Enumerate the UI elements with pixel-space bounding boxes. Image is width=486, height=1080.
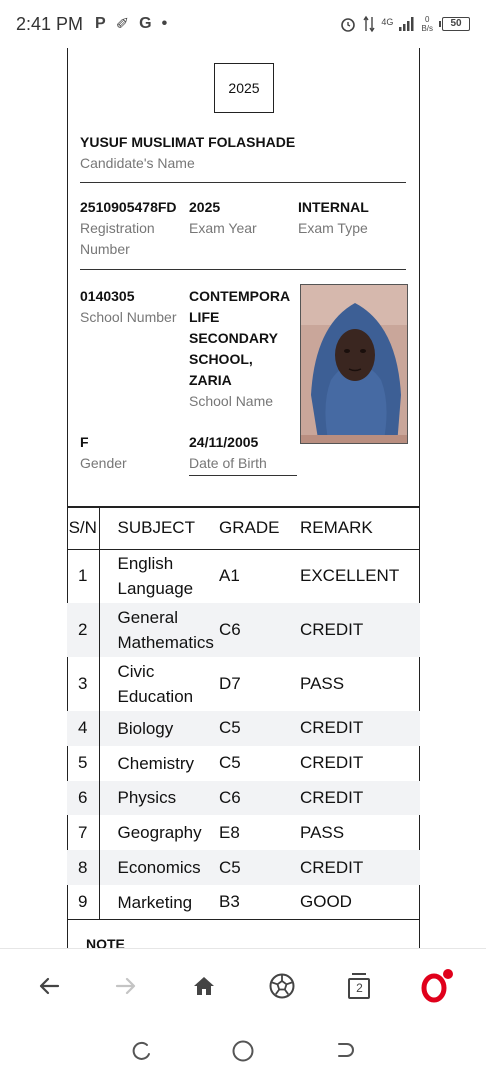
network-speed xyxy=(421,15,433,33)
table-row xyxy=(67,815,420,850)
tabs-button[interactable] xyxy=(337,964,381,1008)
forward-arrow-icon xyxy=(113,973,139,999)
row-remark: CREDIT xyxy=(300,850,420,885)
row-grade: C6 xyxy=(219,603,300,657)
gender-block xyxy=(80,432,180,474)
result-document xyxy=(67,48,420,948)
row-subject: Biology xyxy=(99,711,219,746)
exam-type-block xyxy=(298,197,369,239)
note-heading: NOTE xyxy=(86,936,125,948)
recent-apps-icon xyxy=(130,1040,152,1062)
battery-icon xyxy=(439,17,470,31)
header-remark: REMARK xyxy=(300,507,420,549)
exam-year-block xyxy=(189,197,257,239)
system-icons xyxy=(339,15,470,33)
subject-line: English xyxy=(117,554,174,574)
home-button[interactable] xyxy=(182,964,226,1008)
network-type: 4G xyxy=(381,17,394,27)
row-remark: CREDIT xyxy=(300,603,420,657)
system-nav-bar xyxy=(0,1022,486,1080)
row-subject xyxy=(99,603,219,657)
table-row xyxy=(67,711,420,746)
divider xyxy=(80,182,406,183)
table-header-row xyxy=(67,507,420,549)
registration-label: Registration xyxy=(80,220,155,236)
opera-icon xyxy=(419,968,455,1004)
system-back-button[interactable] xyxy=(325,1031,365,1071)
forward-button[interactable] xyxy=(104,964,148,1008)
back-icon xyxy=(334,1040,356,1062)
system-home-button[interactable] xyxy=(223,1031,263,1071)
divider xyxy=(189,475,297,476)
registration-number: 2510905478FD xyxy=(80,199,177,215)
row-subject xyxy=(99,657,219,711)
subject-line: Civic xyxy=(117,662,155,681)
header-sn: S/N xyxy=(67,507,99,549)
exam-type-label: Exam Type xyxy=(298,220,368,236)
battery-level: 50 xyxy=(442,17,470,31)
divider xyxy=(80,269,406,270)
subject-line: Mathematics xyxy=(117,633,214,652)
football-button[interactable] xyxy=(260,964,304,1008)
row-grade: A1 xyxy=(219,566,240,586)
results-table xyxy=(67,507,420,920)
network-speed-value: 0 xyxy=(424,15,430,24)
table-row xyxy=(67,850,420,885)
row-sn: 3 xyxy=(67,657,99,711)
notification-p-icon: P xyxy=(95,15,106,32)
gender: F xyxy=(80,434,89,450)
exam-type: INTERNAL xyxy=(298,199,369,215)
row-subject: Marketing xyxy=(117,892,193,912)
network-speed-unit: B/s xyxy=(421,24,433,33)
row-subject: Economics xyxy=(99,850,219,885)
signal-icon xyxy=(399,17,415,31)
subject-line: Language xyxy=(117,579,194,599)
notification-dot-icon: • xyxy=(161,15,168,32)
clock: 2:41 PM xyxy=(16,13,84,34)
row-remark: GOOD xyxy=(300,892,352,912)
school-name-block xyxy=(189,286,297,412)
school-name-line: SCHOOL, xyxy=(189,351,253,367)
table-footer xyxy=(67,920,420,921)
school-name-line: CONTEMPORA xyxy=(189,288,291,304)
browser-toolbar xyxy=(0,948,486,1022)
school-name-line: SECONDARY xyxy=(189,330,278,346)
notification-icons xyxy=(95,14,167,34)
candidate-name: YUSUF MUSLIMAT FOLASHADE xyxy=(80,134,296,150)
table-row xyxy=(67,657,420,711)
candidate-name-block xyxy=(80,132,295,174)
row-grade: C5 xyxy=(219,711,300,746)
row-sn: 2 xyxy=(67,603,99,657)
row-remark: PASS xyxy=(300,674,345,693)
row-remark: EXCELLENT xyxy=(300,566,400,586)
recent-apps-button[interactable] xyxy=(121,1031,161,1071)
gender-label: Gender xyxy=(80,455,127,471)
header-subject: SUBJECT xyxy=(99,507,219,549)
opera-menu-button[interactable] xyxy=(415,964,459,1008)
row-sn: 9 xyxy=(67,885,99,920)
school-number-block xyxy=(80,286,177,328)
row-remark: PASS xyxy=(300,822,345,842)
exam-year: 2025 xyxy=(189,199,221,215)
header-grade: GRADE xyxy=(219,507,300,549)
notification-g-icon: G xyxy=(139,15,152,32)
table-row xyxy=(67,781,420,816)
table-row xyxy=(67,746,420,781)
table-row xyxy=(67,549,420,603)
dob-label: Date of Birth xyxy=(189,455,267,471)
row-sn: 8 xyxy=(67,850,99,885)
row-grade: C5 xyxy=(219,850,300,885)
photo-image xyxy=(301,285,408,444)
row-subject: Physics xyxy=(99,781,219,816)
row-sn: 5 xyxy=(67,746,99,781)
school-name-line: LIFE xyxy=(189,309,220,325)
school-number-label: School Number xyxy=(80,309,177,325)
date-of-birth: 24/11/2005 xyxy=(189,434,259,450)
football-icon xyxy=(268,972,296,1000)
home-circle-icon xyxy=(231,1039,255,1063)
row-sn: 1 xyxy=(67,549,99,603)
notification-edit-icon: ✐ xyxy=(115,16,130,33)
row-sn: 7 xyxy=(67,815,99,850)
data-transfer-icon xyxy=(363,15,375,33)
row-subject xyxy=(99,549,219,603)
school-number: 0140305 xyxy=(80,288,135,304)
back-button[interactable] xyxy=(27,964,71,1008)
school-name-label: School Name xyxy=(189,393,274,409)
registration-label-2: Number xyxy=(80,241,130,257)
home-icon xyxy=(191,973,217,999)
row-grade: B3 xyxy=(219,892,240,912)
row-remark: CREDIT xyxy=(300,781,420,816)
row-grade: E8 xyxy=(219,822,240,842)
row-grade: C6 xyxy=(219,781,300,816)
row-subject: Geography xyxy=(117,823,202,843)
subject-line: General xyxy=(117,608,178,627)
row-subject: Chemistry xyxy=(117,753,195,773)
row-remark: CREDIT xyxy=(300,711,420,746)
candidate-name-label: Candidate's Name xyxy=(80,155,195,171)
alarm-icon xyxy=(339,15,357,33)
row-grade: D7 xyxy=(219,674,241,693)
tab-count: 2 xyxy=(348,978,370,999)
status-bar xyxy=(0,0,486,48)
year-box: 2025 xyxy=(214,63,274,113)
subject-line: Education xyxy=(117,687,194,706)
school-name-line: ZARIA xyxy=(189,372,232,388)
dob-block xyxy=(189,432,299,474)
table-row xyxy=(67,885,420,920)
tabs-icon xyxy=(348,973,370,999)
row-sn: 6 xyxy=(67,781,99,816)
row-remark: CREDIT xyxy=(300,753,364,773)
candidate-photo xyxy=(300,284,408,444)
table-row xyxy=(67,603,420,657)
exam-year-label: Exam Year xyxy=(189,220,257,236)
row-sn: 4 xyxy=(67,711,99,746)
back-arrow-icon xyxy=(36,973,62,999)
registration-block xyxy=(80,197,177,260)
row-grade: C5 xyxy=(219,753,241,773)
